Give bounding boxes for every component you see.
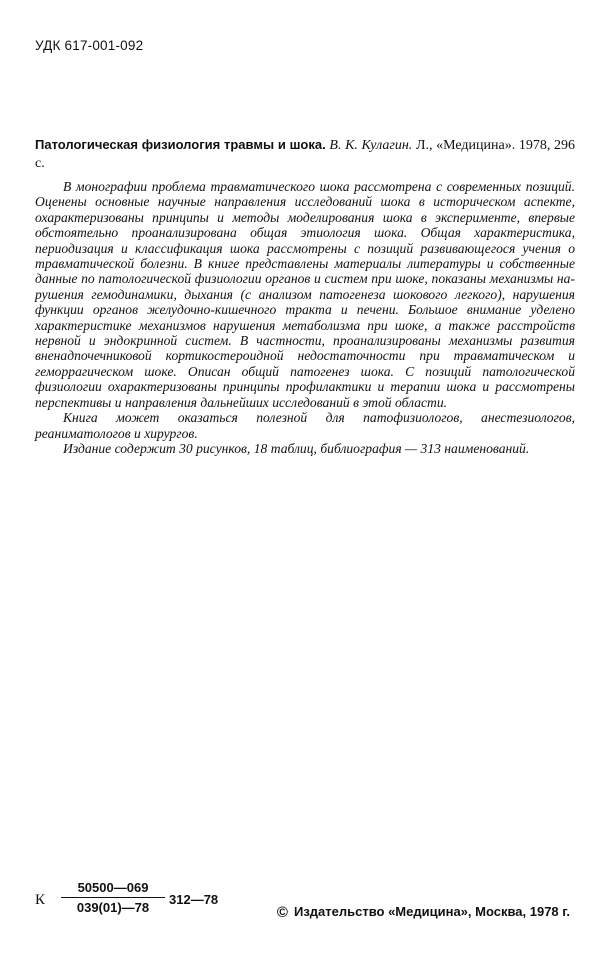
index-fraction [61, 880, 165, 915]
publisher-text: Издательство «Медицина», Москва, 1978 г. [293, 904, 570, 919]
index-letter: К [35, 892, 46, 908]
publisher-line [277, 904, 570, 921]
book-author: В. К. Кулагин. [329, 138, 413, 153]
udk-code: УДК 617-001-092 [35, 38, 144, 53]
abstract-paragraph-contents: Издание содержит 30 рисунков, 18 таблиц, библиография — 313 наименований. [63, 440, 530, 456]
copyright-icon: © [276, 904, 288, 921]
abstract-paragraph-audience: Книга может оказаться полезной для патофизиологов, анестезиологов, реаниматологов и хирургов. [35, 410, 575, 441]
abstract-paragraph-main: В монографии проблема травматического шока рассмотрена с современных позиций. Оценены основные научные направления исследований шока в историческом аспекте, охарактеризованы принципы и методы моделирования шока в эксперименте, впервые обстоятельно проанализирована общая этиология шока. Общая характеристика, периодизация и классификация шока рассмотрены с позиций развивающегося учения о травматической болезни. В книге представлены материалы литературы и собственные данные по патологической физиологии органов и систем при шоке, показаны механизмы нарушения гемодинамики, дыхания (с анализом патогенеза шокового легкого), нарушения функции органов желудочно-кишечного тракта и печени. Большое внимание уделено характеристике механизмов нарушения метаболизма при шоке, а также расстройств нервной и эндокринной систем. В частности, проанализированы механизмы развития вненадпочечниковой кортикостероидной недостаточности при травматическом и геморрагическом шоке. Описан общий патогенез шока. С позиций патологической физиологии охарактеризованы принципы профилактики и терапии шока и рассмотрены перспективы и направления дальнейших исследований в этой области. [35, 179, 575, 410]
abstract [35, 179, 575, 456]
index-suffix: 312—78 [169, 892, 219, 907]
year-pages: 1978, 296 с. [35, 138, 576, 171]
imprint-footer [35, 880, 575, 930]
index-denominator: 039(01)—78 [76, 900, 150, 915]
book-title: Патологическая физиология травмы и шока. [35, 137, 326, 152]
index-numerator: 50500—069 [61, 880, 165, 898]
publication-info: Л., «Медицина». [415, 138, 516, 153]
bibliographic-citation [35, 136, 575, 173]
